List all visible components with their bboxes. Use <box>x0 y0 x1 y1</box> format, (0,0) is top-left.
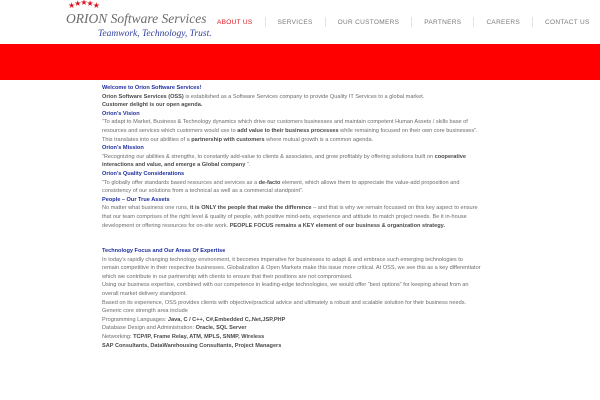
vision-text: while remaining focused on their own core businesses”. <box>338 127 478 134</box>
star-icon: ★ <box>68 1 75 10</box>
people-text: development or offering resources for on-site work. <box>102 222 230 229</box>
tech-line-1: In today’s rapidly changing technology environment, it becomes imperative for businesses to adapt & and embrace such emerging technologies to <box>102 256 463 263</box>
sap-consultants: SAP Consultants, DataWarehousing Consultants, Project Managers <box>102 342 282 349</box>
tech-line-3: which we contribute in our partnership with clients to ensure that their positions are not compromised. <box>102 273 353 280</box>
site-header <box>0 0 600 44</box>
welcome-text <box>102 93 502 102</box>
quality-line-1 <box>102 179 502 188</box>
quality-bold: de-facto <box>258 179 281 186</box>
expertise-label: Programming Languages: <box>102 316 168 323</box>
database-expertise <box>102 324 502 333</box>
tech-heading: Technology Focus and Our Areas Of Expertise <box>102 248 226 255</box>
quality-text: element, which allows them to appreciate the value-add proposition and <box>280 179 460 186</box>
about-content <box>102 84 502 350</box>
vision-bold: partnership with customers <box>191 136 265 143</box>
main-nav <box>205 0 600 44</box>
people-line-1 <box>102 204 502 213</box>
company-name-bold: Orion Software Services (OSS) <box>102 93 184 100</box>
people-line-3 <box>102 222 502 231</box>
section-spacer <box>102 230 502 247</box>
people-bold: it is ONLY the people that make the difference <box>190 205 312 212</box>
quality-line-2: consistency of our solutions from a technical as well as a commercial standpoint”. <box>102 188 304 195</box>
tech-line-5: overall market delivery standpoint. <box>102 291 187 298</box>
nav-contact-us[interactable]: CONTACT US <box>544 18 590 26</box>
mission-line-1 <box>102 153 502 162</box>
expertise-value: TCP/IP, Frame Relay, ATM, MPLS, SNMP, Wireless <box>133 334 265 341</box>
tech-line-4: Using our business expertise, combined with our competence in leading-edge technologies, we would offer “best options” for keeping ahead from an <box>102 282 469 289</box>
page-title-banner <box>0 44 600 80</box>
expertise-value: Java, C / C++, C#,Embedded C,.Net,JSP,PHP <box>167 316 286 323</box>
nav-about-us[interactable]: ABOUT US <box>217 18 253 26</box>
logo[interactable] <box>66 2 216 42</box>
people-text: No matter what business one runs, <box>102 205 190 212</box>
vision-text: resources and services which customers would use to <box>102 127 238 134</box>
programming-languages <box>102 316 502 325</box>
vision-bold: add value to their business processes <box>237 127 339 134</box>
vision-line-1: “To adapt to Market, Business & Technology dynamics which drive our customers businesses and maintain competent Human Assets / skills base of <box>102 119 468 126</box>
star-icon: ★ <box>92 1 99 10</box>
tech-line-7: Generic core strength area include <box>102 308 188 315</box>
people-text: – and that is why we remain focussed on this key aspect to ensure <box>311 205 478 212</box>
star-icon: ★ <box>80 0 87 7</box>
tech-line-6: Based on its experience, OSS provides clients with objective/practical advice and ultimately a robust and scalable solution for their business needs. <box>102 299 467 306</box>
mission-text: ”. <box>245 162 251 169</box>
nav-partners[interactable]: PARTNERS <box>424 18 462 26</box>
welcome-text-body: is established as a Software Services company to provide Quality IT Services to a global market. <box>183 93 425 100</box>
mission-text: “Recognizing our abilities & strengths, to constantly add-value to clients & associates, and grow profitably by offering solutions built on <box>102 153 435 160</box>
mission-line-2 <box>102 161 502 170</box>
vision-heading: Orion’s Vision <box>102 110 140 117</box>
nav-careers[interactable]: CAREERS <box>486 18 520 26</box>
nav-our-customers[interactable]: OUR CUSTOMERS <box>337 18 400 26</box>
mission-heading: Orion’s Mission <box>102 145 144 152</box>
nav-services[interactable]: SERVICES <box>277 18 313 26</box>
expertise-label: Networking: <box>102 334 134 341</box>
quality-heading: Orion’s Quality Considerations <box>102 170 185 177</box>
logo-name: ORION Software Services <box>66 11 207 26</box>
expertise-label: Database Design and Administration: <box>102 325 196 332</box>
mission-bold: interactions and value, and emerge a Global company <box>102 162 246 169</box>
people-bold: PEOPLE FOCUS remains a KEY element of our business & organization strategy. <box>229 222 445 229</box>
people-line-2: that our team comprises of the right level & quality of people, with positive mind-sets, experience and attitude to match project needs. Be it in-house <box>102 213 467 220</box>
mission-bold: cooperative <box>434 153 467 160</box>
star-icon: ★ <box>74 0 81 8</box>
goal-text: Customer delight is our open agenda. <box>102 102 203 109</box>
logo-tagline: Teamwork, Technology, Trust. <box>98 29 212 39</box>
vision-line-3 <box>102 136 502 145</box>
networking-expertise <box>102 333 502 342</box>
people-heading: People – Our True Assets <box>102 196 170 203</box>
vision-line-2 <box>102 127 502 136</box>
tech-line-2: remain competitive in their respective businesses. Globalization & Open Markets make this issue more critical. At OSS, we see this as a key differentiator <box>102 265 481 272</box>
vision-text: This translates into our abilities of a <box>102 136 192 143</box>
quality-text: “To globally offer standards based resources and services as a <box>102 179 259 186</box>
expertise-value: Oracle, SQL Server <box>195 325 247 332</box>
vision-text: where mutual growth is a common agenda. <box>264 136 374 143</box>
welcome-heading: Welcome to Orion Software Services! <box>102 85 202 91</box>
logo-stars-icon <box>68 1 99 10</box>
star-icon: ★ <box>86 0 93 8</box>
